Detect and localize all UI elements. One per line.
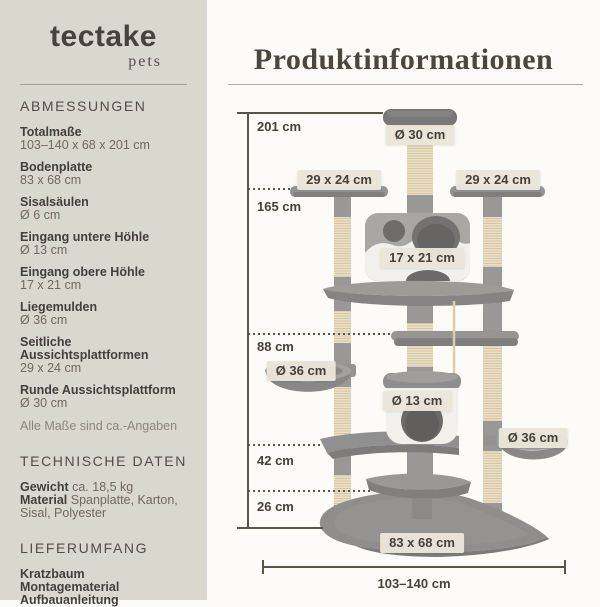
dimension-value: 17 x 21 cm xyxy=(20,278,82,292)
technical-heading: TECHNISCHE DATEN xyxy=(20,453,187,469)
large-platform xyxy=(323,281,514,306)
dimension-value: Ø 30 cm xyxy=(20,396,68,410)
height-label-88: 88 cm xyxy=(257,339,294,354)
height-label-42: 42 cm xyxy=(257,453,294,468)
dimension-value: Ø 13 cm xyxy=(20,243,68,257)
page-title: Produktinformationen xyxy=(253,43,554,77)
badge-base-plate: 83 x 68 cm xyxy=(380,533,464,553)
technical-label: Material xyxy=(20,493,68,507)
badge-hammock: Ø 36 cm xyxy=(267,361,336,381)
dimension-label: Eingang obere Höhle xyxy=(20,265,146,279)
technical-value: ca. 18,5 kg xyxy=(72,480,134,494)
height-label-165: 165 cm xyxy=(257,199,302,214)
brand-logo xyxy=(20,22,187,70)
dimension-label: Liegemulden xyxy=(20,300,98,314)
technical-label: Gewicht xyxy=(20,480,69,494)
delivery-list xyxy=(20,568,187,607)
delivery-heading: LIEFERUMFANG xyxy=(20,540,149,556)
dimension-item xyxy=(20,384,187,410)
technical-value: Spanplatte, Karton, Sisal, Polyester xyxy=(20,493,178,520)
sidebar-divider xyxy=(20,84,187,85)
sidebar xyxy=(0,0,207,607)
width-label: 103–140 cm xyxy=(377,576,451,591)
delivery-item: Aufbauanleitung xyxy=(20,593,119,607)
delivery-item: Kratzbaum xyxy=(20,567,85,581)
dimension-item xyxy=(20,126,187,152)
dimension-value: Ø 36 cm xyxy=(20,313,68,327)
brand-name: tectake xyxy=(50,20,157,53)
dimension-item xyxy=(20,161,187,187)
badge-top-platform: Ø 30 cm xyxy=(386,125,455,145)
dimensions-heading: ABMESSUNGEN xyxy=(20,98,147,114)
badge-lower-house: Ø 13 cm xyxy=(383,391,452,411)
upper-house xyxy=(365,213,470,281)
badge-right-platform: 29 x 24 cm xyxy=(456,170,540,190)
product-diagram xyxy=(207,85,600,600)
technical-data xyxy=(20,481,187,520)
height-label-26: 26 cm xyxy=(257,499,294,514)
dimensions-note: Alle Maße sind ca.-Angaben xyxy=(20,419,178,433)
dimension-label: Eingang untere Höhle xyxy=(20,230,150,244)
technical-item xyxy=(20,494,187,520)
height-label-201: 201 cm xyxy=(257,119,302,134)
badge-side-basket: Ø 36 cm xyxy=(499,428,568,448)
dimension-item xyxy=(20,301,187,327)
dimension-value: Ø 6 cm xyxy=(20,208,61,222)
dimension-label: Bodenplatte xyxy=(20,160,93,174)
dimension-label: Totalmaße xyxy=(20,125,82,139)
dimension-item xyxy=(20,266,187,292)
dimension-item xyxy=(20,231,187,257)
dimension-item xyxy=(20,196,187,222)
delivery-item: Montagematerial xyxy=(20,580,120,594)
dimension-item xyxy=(20,336,187,375)
dimension-label: Seitliche Aussichtsplattformen xyxy=(20,335,149,362)
dimension-value: 83 x 68 cm xyxy=(20,173,82,187)
badge-upper-house: 17 x 21 cm xyxy=(380,248,464,268)
brand-subtitle: pets xyxy=(128,53,162,70)
dimension-label: Sisalsäulen xyxy=(20,195,89,209)
dimension-label: Runde Aussichtsplattform xyxy=(20,383,176,397)
top-round-platform xyxy=(383,109,457,126)
dimension-value: 103–140 x 68 x 201 cm xyxy=(20,138,150,152)
dimension-value: 29 x 24 cm xyxy=(20,361,82,375)
badge-left-platform: 29 x 24 cm xyxy=(297,170,381,190)
